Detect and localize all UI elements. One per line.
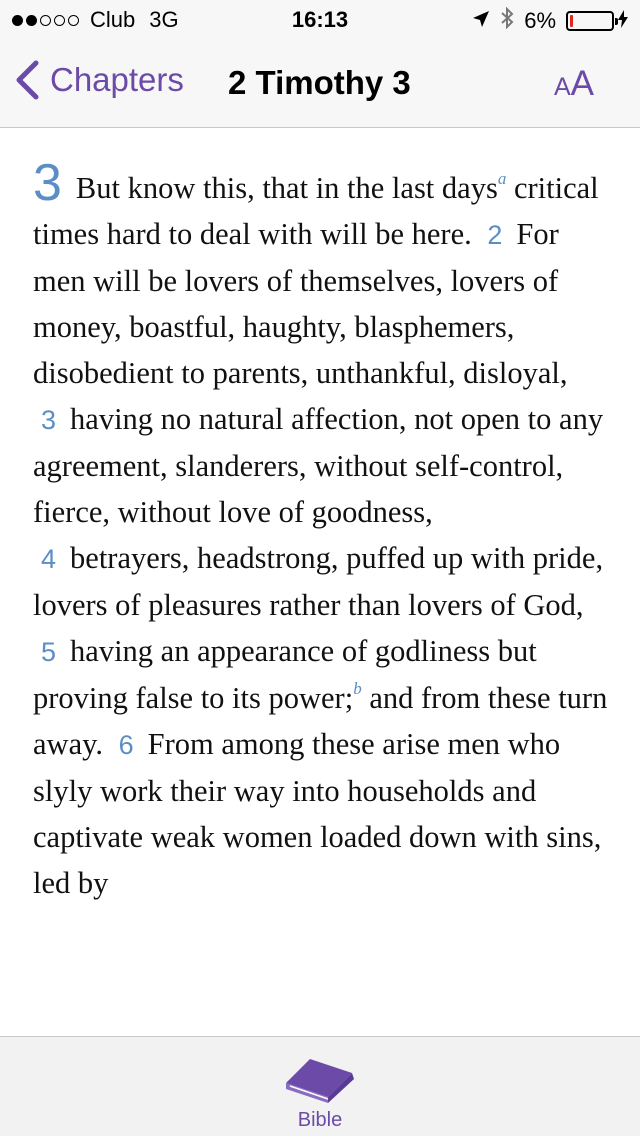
- battery-percent: 6%: [524, 8, 556, 33]
- verse-4-text: betrayers, headstrong, puffed up with pride, lovers of pleasures rather than lovers of God,: [33, 541, 604, 622]
- font-size-small-icon: A: [553, 73, 571, 101]
- charging-icon: [618, 8, 628, 34]
- verse-1-text: But know this, that in the last days: [75, 171, 498, 205]
- verse-3-text: having no natural affection, not open to any agreement, slanderers, without self-control, fierce, without love of goodness,: [33, 402, 604, 529]
- font-size-button[interactable]: [554, 64, 594, 104]
- verse-number-5: 5: [41, 637, 57, 667]
- verse-6-text: From among these arise men who slyly work their way into households and captivate weak women loaded down with sins, led by: [33, 727, 602, 900]
- verse-number-4: 4: [41, 544, 57, 574]
- top-bar: [0, 0, 640, 128]
- font-size-large-icon: A: [570, 64, 594, 103]
- chapter-content[interactable]: [0, 129, 640, 1036]
- carrier-name: Club: [90, 7, 136, 32]
- back-label: Chapters: [50, 61, 184, 98]
- network-type: 3G: [149, 7, 179, 32]
- battery-fill: [570, 15, 573, 27]
- verse-number-2: 2: [487, 220, 503, 250]
- chapter-number: 3: [33, 154, 62, 212]
- footnote-marker-b[interactable]: b: [353, 679, 362, 698]
- status-right: [462, 7, 628, 35]
- tab-bible-label: Bible: [297, 1109, 343, 1131]
- tab-bar: [0, 1036, 640, 1136]
- verse-1-text-cont: critical times hard to deal with will be here.: [33, 171, 599, 251]
- verse-2-text: For men will be lovers of themselves, lovers of money, boastful, haughty, blasphemers, disobedient to parents, unthankful, disloyal,: [33, 217, 568, 390]
- chapter-text: [33, 154, 608, 906]
- clock: 16:13: [291, 7, 349, 32]
- verse-5-text-cont: and from these turn away.: [33, 681, 608, 761]
- back-button[interactable]: [14, 60, 184, 100]
- bluetooth-icon: [500, 7, 514, 35]
- battery-icon: [566, 11, 614, 31]
- verse-number-3: 3: [41, 405, 57, 435]
- navigation-bar: [0, 40, 640, 128]
- verse-5-text: having an appearance of godliness but proving false to its power;: [33, 634, 537, 715]
- footnote-marker-a[interactable]: a: [497, 169, 507, 188]
- location-icon: [472, 8, 490, 34]
- verse-number-6: 6: [118, 730, 134, 760]
- bible-book-icon: [280, 1053, 360, 1105]
- tab-bible[interactable]: [270, 1053, 370, 1132]
- page-title: 2 Timothy 3: [228, 64, 411, 101]
- chevron-left-icon: [14, 60, 40, 100]
- status-bar: [0, 0, 640, 40]
